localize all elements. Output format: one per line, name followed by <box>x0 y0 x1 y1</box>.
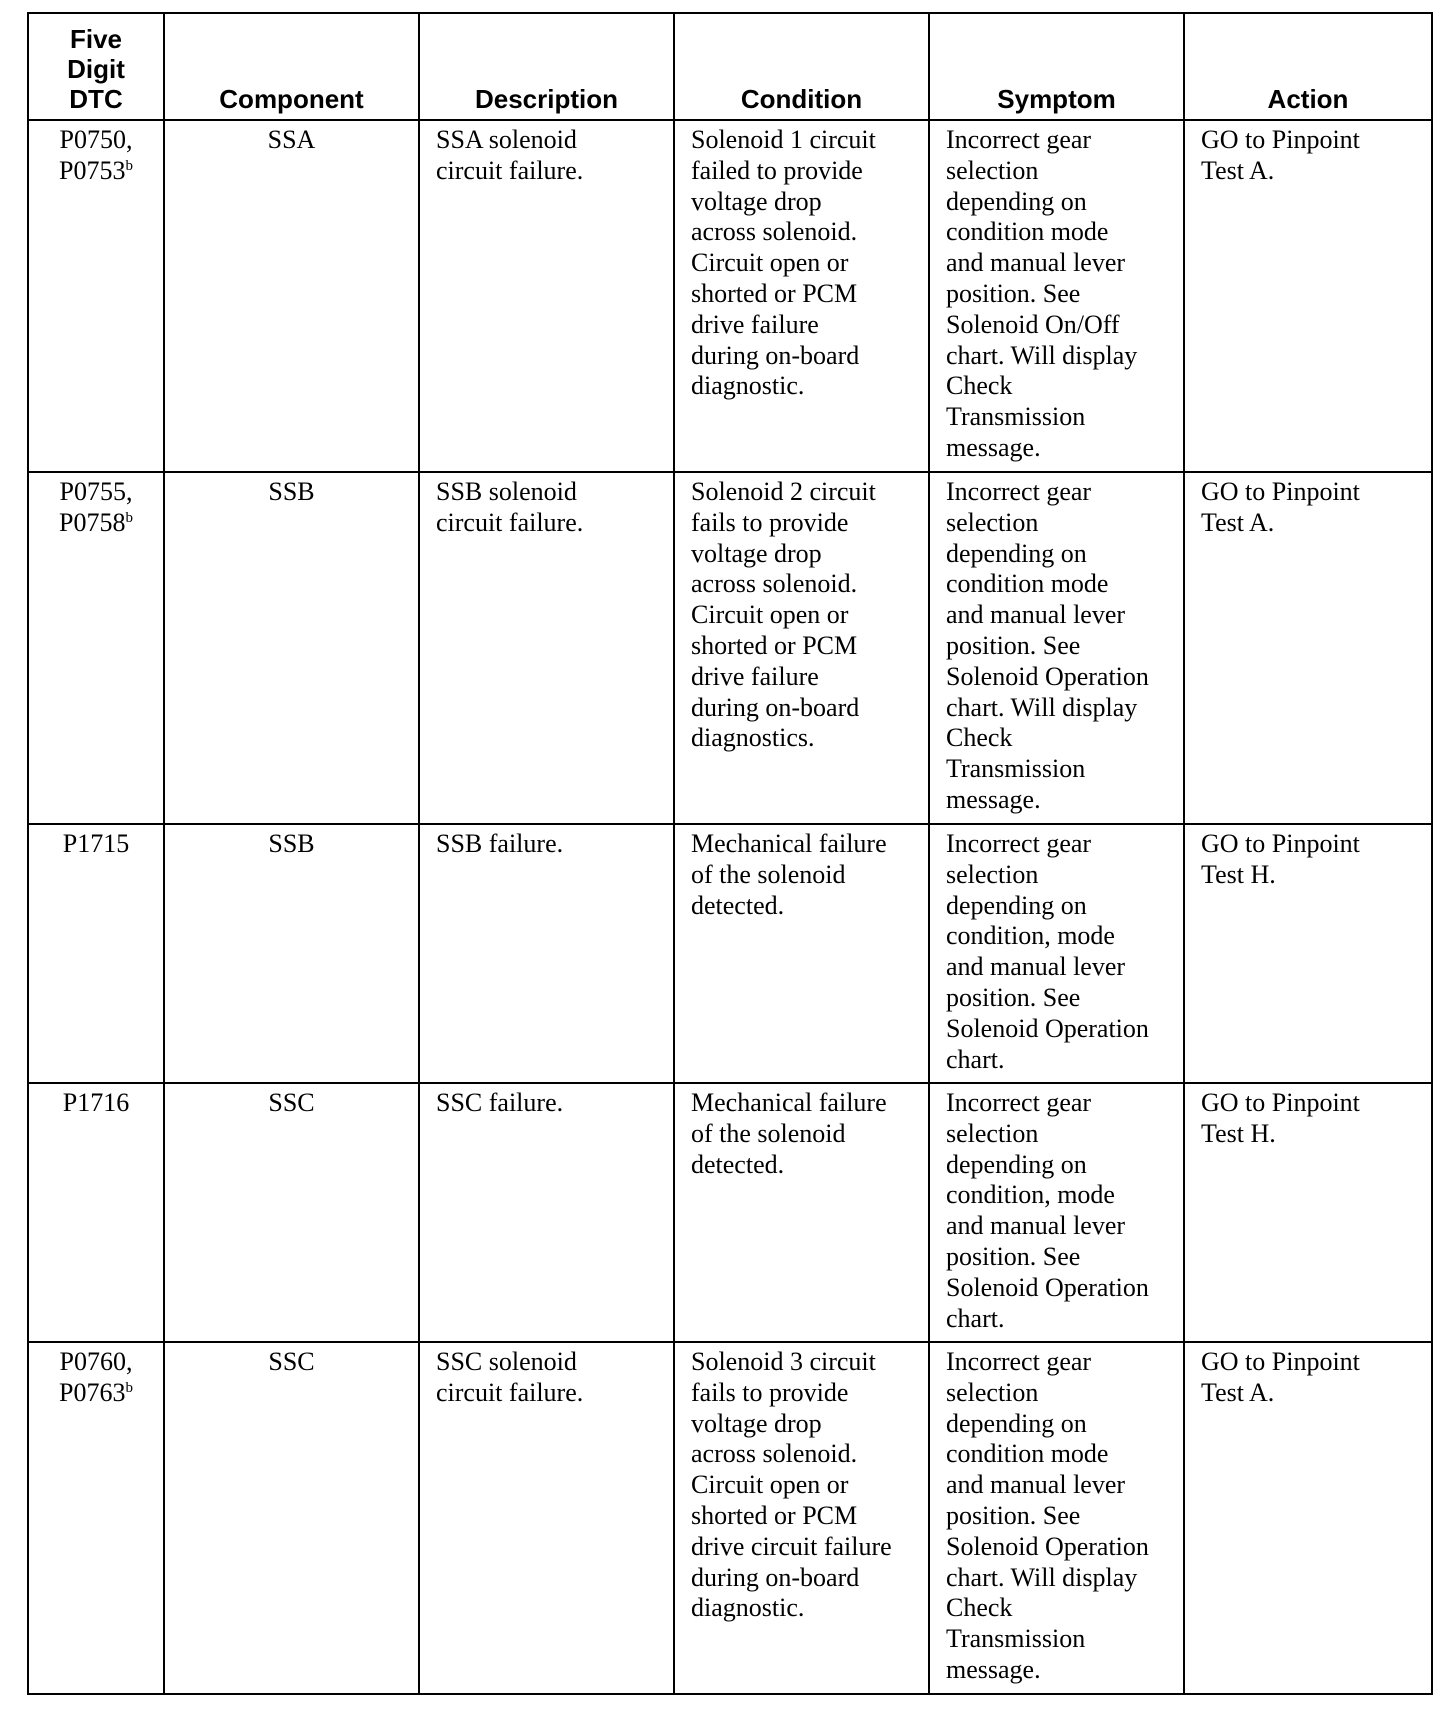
cell-description <box>419 1083 674 1342</box>
symptom-line: Incorrect gear <box>946 477 1092 506</box>
cell-symptom <box>929 1342 1184 1694</box>
symptom-line: condition mode <box>946 1439 1109 1469</box>
description-line: circuit failure. <box>436 1377 584 1407</box>
symptom-line: selection <box>946 507 1039 537</box>
symptom-line: condition mode <box>946 217 1109 247</box>
symptom-line: message. <box>946 1654 1041 1684</box>
symptom-line: position. See <box>946 278 1081 308</box>
symptom-line: Transmission <box>946 1624 1086 1654</box>
symptom-line: chart. Will display <box>946 340 1138 370</box>
symptom-line: depending on <box>946 1408 1087 1438</box>
action-line: Test A. <box>1201 507 1275 537</box>
dtc-code: P1716 <box>62 1088 130 1117</box>
header-component: Component <box>164 13 419 120</box>
action-line: GO to Pinpoint <box>1201 829 1360 858</box>
cell-symptom <box>929 1083 1184 1342</box>
footnote-marker: b <box>125 157 133 174</box>
condition-line: shorted or PCM <box>691 278 858 308</box>
header-description: Description <box>419 13 674 120</box>
symptom-line: condition mode <box>946 569 1109 599</box>
header-dtc-line: Five <box>69 24 123 54</box>
cell-component <box>164 824 419 1083</box>
condition-line: across solenoid. <box>691 1439 858 1469</box>
condition-line: drive circuit failure <box>691 1531 892 1561</box>
cell-action <box>1184 472 1432 824</box>
dtc-code-line <box>29 1378 163 1409</box>
cell-dtc <box>28 824 164 1083</box>
symptom-line: selection <box>946 1118 1039 1148</box>
dtc-code: P1715 <box>62 829 130 858</box>
symptom-line: depending on <box>946 538 1087 568</box>
cell-condition <box>674 120 929 472</box>
dtc-table <box>27 12 1433 1695</box>
symptom-line: condition, mode <box>946 1180 1115 1210</box>
symptom-line: selection <box>946 155 1039 185</box>
symptom-line: position. See <box>946 1241 1081 1271</box>
symptom-line: condition, mode <box>946 921 1115 951</box>
dtc-code-line <box>29 477 163 508</box>
dtc-code-line <box>29 1088 163 1119</box>
table-row <box>28 120 1432 472</box>
dtc-code: P0758 <box>59 507 126 537</box>
symptom-line: Incorrect gear <box>946 1088 1092 1117</box>
symptom-line: Incorrect gear <box>946 1347 1092 1376</box>
symptom-line: Transmission <box>946 754 1086 784</box>
symptom-line: and manual lever <box>946 1211 1126 1241</box>
component-text: SSB <box>268 829 315 858</box>
description-line: SSC failure. <box>436 1088 564 1117</box>
condition-line: Circuit open or <box>691 248 849 278</box>
condition-line: Mechanical failure <box>691 829 887 858</box>
condition-line: shorted or PCM <box>691 630 858 660</box>
symptom-line: and manual lever <box>946 952 1126 982</box>
symptom-line: position. See <box>946 982 1081 1012</box>
cell-dtc <box>28 1342 164 1694</box>
component-text: SSB <box>268 477 315 506</box>
symptom-line: Solenoid Operation <box>946 1013 1149 1043</box>
condition-line: Solenoid 3 circuit <box>691 1347 876 1376</box>
cell-action <box>1184 824 1432 1083</box>
symptom-line: depending on <box>946 186 1087 216</box>
header-condition: Condition <box>674 13 929 120</box>
symptom-line: selection <box>946 1377 1039 1407</box>
symptom-line: message. <box>946 432 1041 462</box>
table-row <box>28 824 1432 1083</box>
description-line: SSC solenoid <box>436 1347 577 1376</box>
symptom-line: message. <box>946 784 1041 814</box>
condition-line: during on-board <box>691 1562 860 1592</box>
cell-symptom <box>929 472 1184 824</box>
description-line: SSB failure. <box>436 829 564 858</box>
action-line: GO to Pinpoint <box>1201 1088 1360 1117</box>
action-line: Test H. <box>1201 859 1276 889</box>
symptom-line: Incorrect gear <box>946 829 1092 858</box>
symptom-line: Incorrect gear <box>946 125 1092 154</box>
action-line: GO to Pinpoint <box>1201 477 1360 506</box>
footnote-marker: b <box>125 509 133 526</box>
condition-line: drive failure <box>691 309 819 339</box>
cell-dtc <box>28 120 164 472</box>
condition-line: drive failure <box>691 661 819 691</box>
dtc-code-line <box>29 125 163 156</box>
description-line: SSB solenoid <box>436 477 577 506</box>
condition-line: detected. <box>691 890 785 920</box>
description-line: circuit failure. <box>436 155 584 185</box>
condition-line: across solenoid. <box>691 569 858 599</box>
header-dtc-line: Digit <box>67 54 125 84</box>
cell-component <box>164 1342 419 1694</box>
component-text: SSC <box>268 1088 315 1117</box>
cell-description <box>419 472 674 824</box>
header-dtc-line: DTC <box>69 84 123 114</box>
action-line: Test A. <box>1201 155 1275 185</box>
dtc-code: P0753 <box>59 155 126 185</box>
symptom-line: chart. Will display <box>946 692 1138 722</box>
cell-description <box>419 1342 674 1694</box>
condition-line: voltage drop <box>691 186 822 216</box>
symptom-line: chart. <box>946 1303 1005 1333</box>
cell-action <box>1184 1083 1432 1342</box>
dtc-code: P0755, <box>59 477 133 506</box>
condition-line: across solenoid. <box>691 217 858 247</box>
cell-description <box>419 120 674 472</box>
dtc-code-line <box>29 1347 163 1378</box>
symptom-line: position. See <box>946 630 1081 660</box>
condition-line: detected. <box>691 1149 785 1179</box>
table-row <box>28 472 1432 824</box>
table-row <box>28 1342 1432 1694</box>
action-line: GO to Pinpoint <box>1201 125 1360 154</box>
cell-condition <box>674 1342 929 1694</box>
condition-line: diagnostics. <box>691 723 815 753</box>
cell-action <box>1184 120 1432 472</box>
header-symptom: Symptom <box>929 13 1184 120</box>
symptom-line: Check <box>946 371 1013 401</box>
cell-dtc <box>28 472 164 824</box>
cell-symptom <box>929 120 1184 472</box>
symptom-line: Solenoid Operation <box>946 661 1149 691</box>
symptom-line: position. See <box>946 1500 1081 1530</box>
symptom-line: Solenoid Operation <box>946 1531 1149 1561</box>
condition-line: of the solenoid <box>691 859 846 889</box>
condition-line: shorted or PCM <box>691 1500 858 1530</box>
dtc-code-line <box>29 156 163 187</box>
condition-line: fails to provide <box>691 507 849 537</box>
condition-line: Solenoid 1 circuit <box>691 125 876 154</box>
cell-condition <box>674 472 929 824</box>
condition-line: voltage drop <box>691 1408 822 1438</box>
dtc-code-line <box>29 508 163 539</box>
condition-line: voltage drop <box>691 538 822 568</box>
table-body <box>28 120 1432 1694</box>
condition-line: Solenoid 2 circuit <box>691 477 876 506</box>
cell-symptom <box>929 824 1184 1083</box>
symptom-line: Transmission <box>946 402 1086 432</box>
header-dtc <box>28 13 164 120</box>
symptom-line: Solenoid Operation <box>946 1272 1149 1302</box>
symptom-line: Check <box>946 1593 1013 1623</box>
symptom-line: depending on <box>946 890 1087 920</box>
condition-line: Mechanical failure <box>691 1088 887 1117</box>
dtc-code: P0760, <box>59 1347 133 1376</box>
condition-line: failed to provide <box>691 155 863 185</box>
description-line: circuit failure. <box>436 507 584 537</box>
dtc-code: P0763 <box>59 1377 126 1407</box>
condition-line: diagnostic. <box>691 1593 805 1623</box>
footnote-marker: b <box>125 1379 133 1396</box>
description-line: SSA solenoid <box>436 125 577 154</box>
cell-condition <box>674 1083 929 1342</box>
condition-line: of the solenoid <box>691 1118 846 1148</box>
component-text: SSA <box>267 125 316 154</box>
cell-dtc <box>28 1083 164 1342</box>
symptom-line: chart. Will display <box>946 1562 1138 1592</box>
condition-line: during on-board <box>691 340 860 370</box>
symptom-line: and manual lever <box>946 1470 1126 1500</box>
action-line: Test A. <box>1201 1377 1275 1407</box>
table-row <box>28 1083 1432 1342</box>
cell-action <box>1184 1342 1432 1694</box>
dtc-code-line <box>29 829 163 860</box>
symptom-line: chart. <box>946 1044 1005 1074</box>
condition-line: diagnostic. <box>691 371 805 401</box>
component-text: SSC <box>268 1347 315 1376</box>
condition-line: Circuit open or <box>691 600 849 630</box>
symptom-line: Solenoid On/Off <box>946 309 1120 339</box>
symptom-line: depending on <box>946 1149 1087 1179</box>
header-action: Action <box>1184 13 1432 120</box>
cell-component <box>164 120 419 472</box>
action-line: Test H. <box>1201 1118 1276 1148</box>
cell-condition <box>674 824 929 1083</box>
cell-description <box>419 824 674 1083</box>
dtc-code: P0750, <box>59 125 133 154</box>
symptom-line: selection <box>946 859 1039 889</box>
cell-component <box>164 472 419 824</box>
action-line: GO to Pinpoint <box>1201 1347 1360 1376</box>
cell-component <box>164 1083 419 1342</box>
header-row <box>28 13 1432 120</box>
condition-line: Circuit open or <box>691 1470 849 1500</box>
symptom-line: Check <box>946 723 1013 753</box>
condition-line: fails to provide <box>691 1377 849 1407</box>
condition-line: during on-board <box>691 692 860 722</box>
symptom-line: and manual lever <box>946 248 1126 278</box>
symptom-line: and manual lever <box>946 600 1126 630</box>
